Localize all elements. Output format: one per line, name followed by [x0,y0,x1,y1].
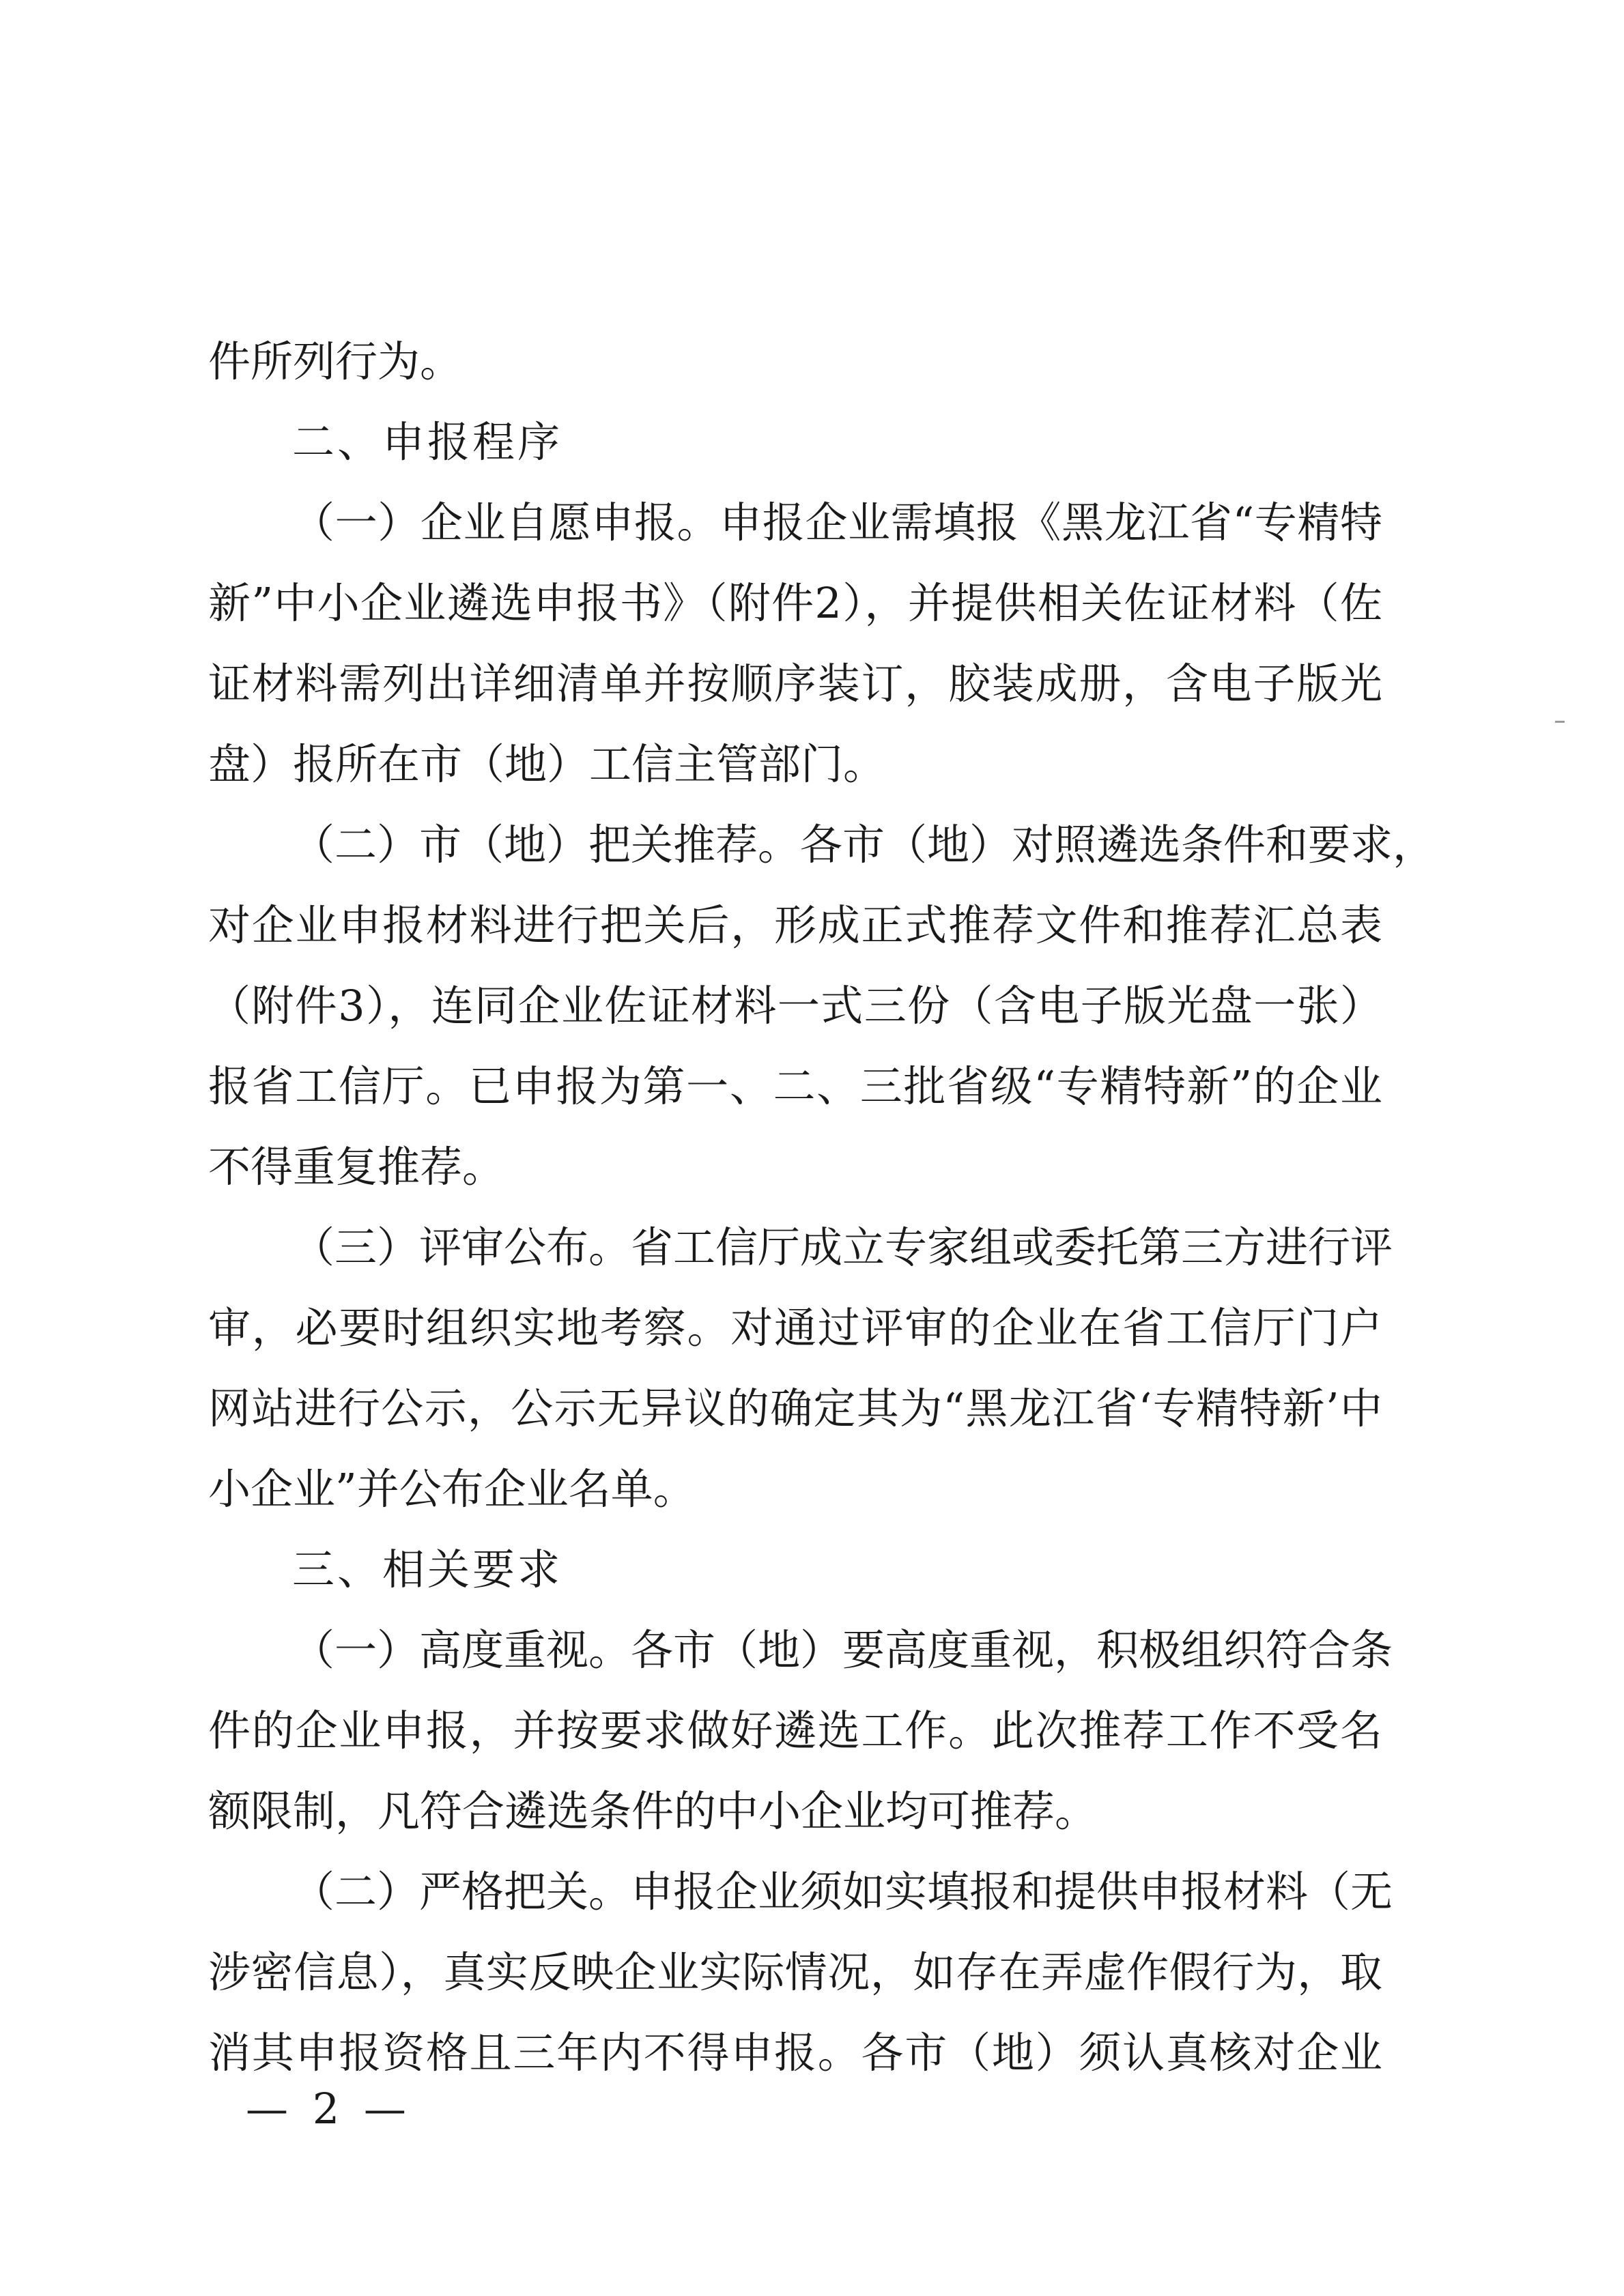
scan-mark [1555,721,1565,723]
paragraph-line: 证材料需列出详细清单并按顺序装订，胶装成册，含电子版光 [208,659,1382,708]
paragraph-line: （一）高度重视。各市（地）要高度重视，积极组织符合条 [292,1625,1393,1675]
paragraph-line: 审，必要时组织实地考察。对通过评审的企业在省工信厅门户 [208,1303,1382,1353]
paragraph-line: 报省工信厅。已申报为第一、二、三批省级“专精特新”的企业 [208,1061,1382,1111]
paragraph-line: 额限制，凡符合遴选条件的中小企业均可推荐。 [208,1786,1098,1836]
paragraph-line: 消其申报资格且三年内不得申报。各市（地）须认真核对企业 [208,2028,1382,2078]
section-heading-application-procedure: 二、申报程序 [292,417,563,467]
paragraph-line: 盘）报所在市（地）工信主管部门。 [208,739,886,789]
paragraph-line: 不得重复推荐。 [208,1142,505,1192]
paragraph-line: 件的企业申报，并按要求做好遴选工作。此次推荐工作不受名 [208,1706,1382,1755]
paragraph-line: （附件3），连同企业佐证材料一式三份（含电子版光盘一张） [208,981,1382,1031]
paragraph-line: 新”中小企业遴选申报书》（附件2），并提供相关佐证材料（佐 [208,578,1382,628]
paragraph-line: （二）严格把关。申报企业须如实填报和提供申报材料（无 [292,1867,1393,1917]
paragraph-line: 件所列行为。 [208,336,463,386]
paragraph-line: 涉密信息），真实反映企业实际情况，如存在弄虚作假行为，取 [208,1947,1382,1997]
section-heading-related-requirements: 三、相关要求 [292,1545,563,1594]
paragraph-line: （一）企业自愿申报。申报企业需填报《黑龙江省“专精特 [292,498,1382,547]
paragraph-line: （三）评审公布。省工信厅成立专家组或委托第三方进行评 [292,1222,1393,1272]
paragraph-line: 对企业申报材料进行把关后，形成正式推荐文件和推荐汇总表 [208,900,1382,950]
page-number: — 2 — [246,2084,412,2134]
paragraph-line: 小企业”并公布企业名单。 [208,1464,696,1514]
paragraph-line: 网站进行公示，公示无异议的确定其为“黑龙江省‘专精特新’中 [208,1383,1382,1433]
paragraph-line: （二）市（地）把关推荐。各市（地）对照遴选条件和要求， [292,820,1436,870]
